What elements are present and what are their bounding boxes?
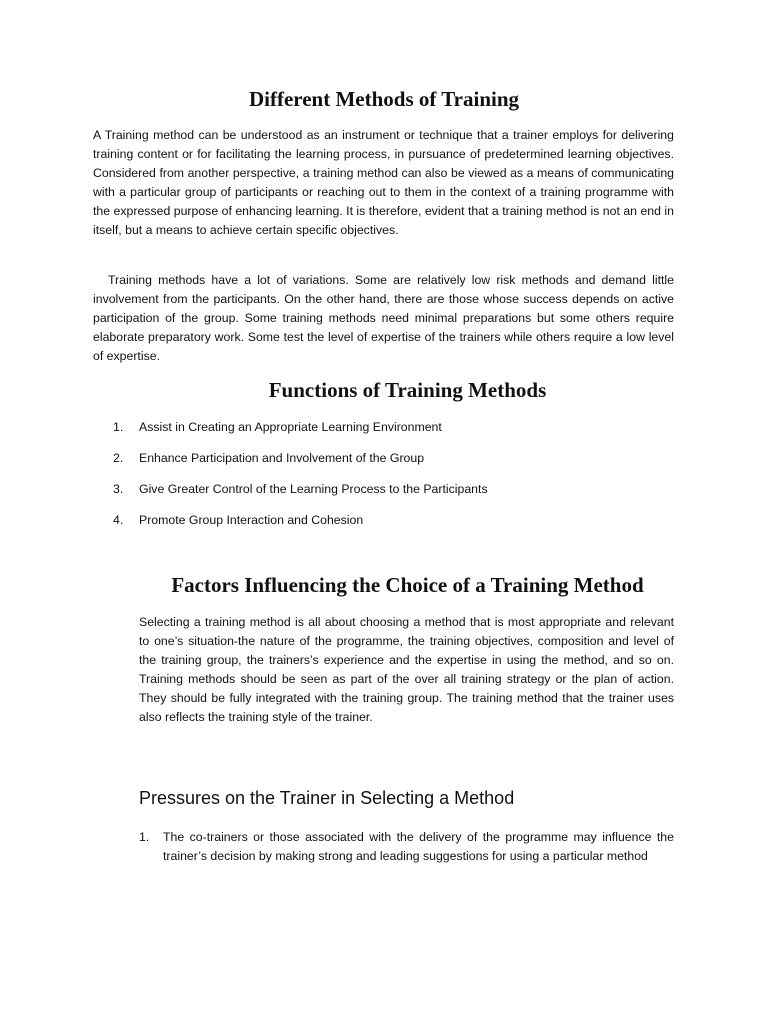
list-item-number: 3. [113,482,124,496]
list-item-text: Enhance Participation and Involvement of the Group [139,451,425,465]
functions-list-item [113,480,673,511]
list-item-text: Assist in Creating an Appropriate Learning Environment [139,420,442,434]
list-item-text: The co-trainers or those associated with the delivery of the programme may influence the trainer’s decision by making strong and leading suggestions for using a particular method [163,830,674,863]
list-item-text: Give Greater Control of the Learning Process to the Participants [139,482,488,496]
functions-list-item [113,511,673,542]
pressures-heading: Pressures on the Trainer in Selecting a Method [139,788,515,808]
list-item-text: Promote Group Interaction and Cohesion [139,513,364,527]
list-item-number: 1. [113,420,124,434]
functions-list [113,418,673,542]
intro-paragraph-2: Training methods have a lot of variations. Some are relatively low risk methods and demand little involvement from the participants. On the other hand, there are those whose success depends on active participation of the group. Some training methods need minimal preparations but some others require elaborate preparatory work. Some test the level of expertise of the trainers while others require a low level of expertise. [93,273,674,363]
list-item-number: 4. [113,513,124,527]
page-title: Different Methods of Training [248,87,520,111]
pressures-list [139,828,674,866]
list-item-number: 1. [139,830,150,844]
functions-list-item [113,418,673,449]
list-item-number: 2. [113,451,124,465]
pressures-list-item [139,828,674,866]
functions-heading: Functions of Training Methods [268,378,547,402]
functions-list-item [113,449,673,480]
factors-heading: Factors Influencing the Choice of a Training Method [171,573,644,597]
intro-paragraph-1: A Training method can be understood as an instrument or technique that a trainer employs for delivering training content or for facilitating the learning process, in pursuance of predetermined learning objectives. Considered from another perspective, a training method can also be viewed as a means of communicating with a particular group of participants or reaching out to them in the context of a training programme with the expressed purpose of enhancing learning. It is therefore, evident that a training method is not an end in itself, but a means to achieve certain specific objectives. [93,128,674,237]
factors-paragraph: Selecting a training method is all about choosing a method that is most appropriate and relevant to one’s situation-the nature of the programme, the training objectives, composition and level of the training group, the trainers’s experience and the expertise in using the method, and so on. Training methods should be seen as part of the over all training strategy or the plan of action. They should be fully integrated with the training group. The training method that the trainer uses also reflects the training style of the trainer. [139,615,674,724]
